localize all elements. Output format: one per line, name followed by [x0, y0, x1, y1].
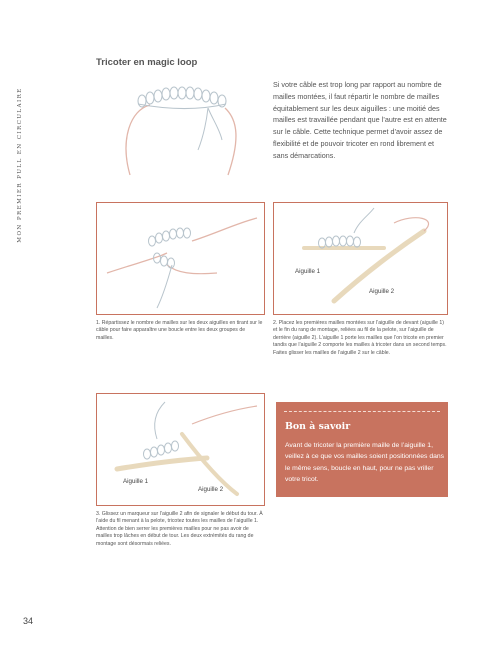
- step-2-caption: 2. Placez les premières mailles montées sur l’aiguille de devant (aiguille 1) et le fin du rang de montage, reliées au fil de la pelote, sur l’aiguille de derrière (aiguille 2). L’aiguille 1 porte les mailles que l’on tricote en premier tandis que l’aiguille 2 comporte les mailles à tricoter dans un second temps. Faites glisser les mailles de l’aiguille 2 sur le câble.: [273, 320, 447, 356]
- step-3-illustration: [97, 394, 265, 506]
- step-3-caption: 3. Glissez un marqueur sur l’aiguille 2 afin de signaler le début du tour. À l’aide du fil menant à la pelote, tricotez toutes les mailles de l’aiguille 1. Attention de bien serrer les premières mailles pour ne pas avoir de mailles trop lâches en début de tour. Les deux extrémités du rang de montage sont désormais reliées.: [96, 511, 263, 547]
- step-3-needle-1-label: Aiguille 1: [123, 478, 149, 485]
- tip-box-title: Bon à savoir: [285, 421, 351, 432]
- step-1-caption: 1. Répartissez le nombre de mailles sur les deux aiguilles en tirant sur le câble pour faire apparaître une boucle entre les deux groupes de mailles.: [96, 320, 263, 341]
- step-2-needle-2-label: Aiguille 2: [369, 288, 395, 295]
- step-1-figure: [96, 202, 265, 315]
- page-number: 34: [23, 616, 34, 626]
- section-title: Tricoter en magic loop: [96, 57, 198, 68]
- tip-box-divider: [284, 411, 440, 412]
- magic-loop-illustration: [110, 80, 260, 180]
- step-2-figure: [273, 202, 448, 315]
- step-3-needle-2-label: Aiguille 2: [198, 486, 224, 493]
- step-1-illustration: [97, 203, 265, 315]
- intro-paragraph: Si votre câble est trop long par rapport au nombre de mailles montées, il faut répartir le nombre de mailles équitablement sur les deux aiguilles : une moitié des mailles est travaillée pendant que l’autre est en attente sur le câble. Cette technique permet d’avoir assez de flexibilité et de pouvoir tricoter en rond librement et sans démarcations.: [273, 80, 447, 160]
- step-3-figure: [96, 393, 265, 506]
- step-2-illustration: [274, 203, 448, 315]
- tip-box: [276, 402, 448, 497]
- running-title: MON PREMIER PULL EN CIRCULAIRE: [17, 87, 23, 243]
- tip-box-text: Avant de tricoter la première maille de l’aiguille 1, veillez à ce que vos mailles soient positionnées dans le même sens, boucle en haut, pour ne pas vriller votre tricot.: [285, 442, 445, 484]
- step-2-needle-1-label: Aiguille 1: [295, 268, 321, 275]
